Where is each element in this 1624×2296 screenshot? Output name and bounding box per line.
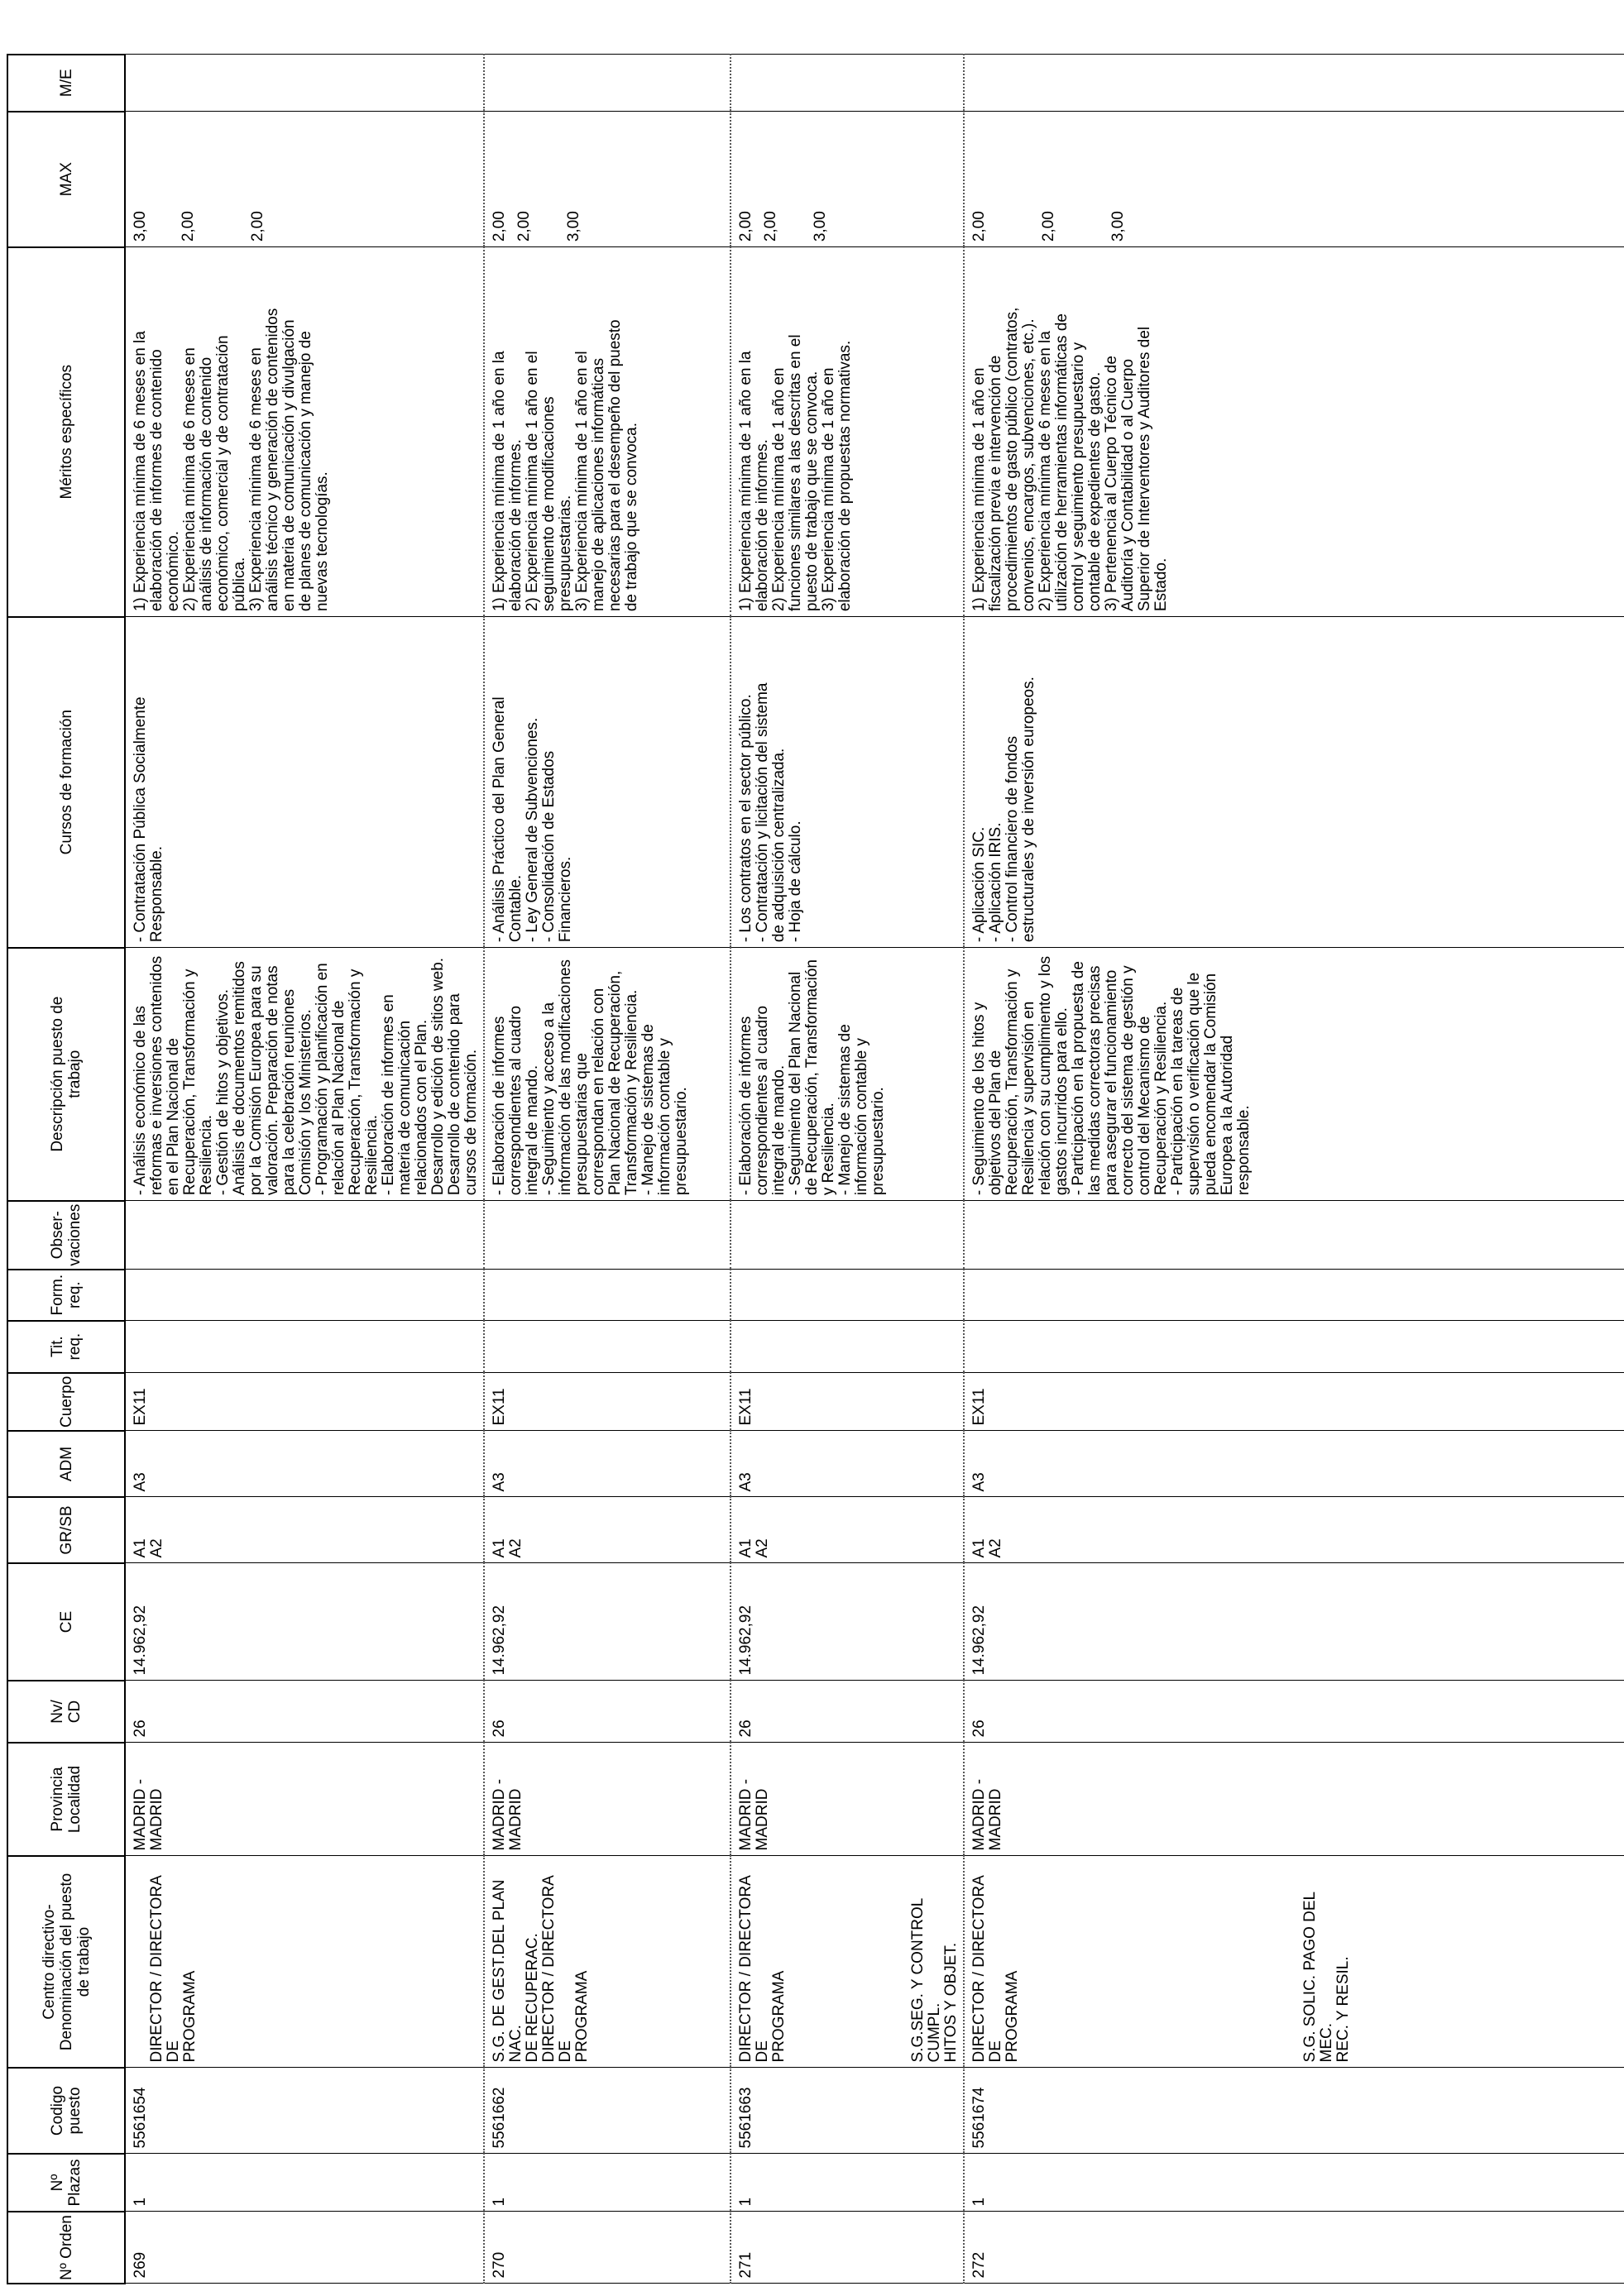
puesto-name: DIRECTOR / DIRECTORA DE PROGRAMA [970, 1876, 1021, 2063]
nivel-cell: 26 [731, 1681, 964, 1743]
merit-max-2: 2,00 [762, 211, 779, 242]
col-cuerpo-header: Cuerpo [7, 1373, 125, 1431]
centro-cell [964, 1856, 1624, 2068]
col-orden-header: Nº Orden [7, 2212, 125, 2284]
max-cell [964, 112, 1624, 247]
table-row [731, 55, 964, 2284]
ce-cell: 14.962,92 [125, 1563, 484, 1681]
observaciones-cell [731, 1201, 964, 1270]
plazas-cell: 1 [125, 2154, 484, 2212]
merit-max-2: 2,00 [1040, 211, 1057, 242]
merit-max-3: 3,00 [1109, 211, 1127, 242]
table-row [484, 55, 731, 2284]
col-adm-header: ADM [7, 1431, 125, 1497]
adm-cell: A3 [125, 1431, 484, 1497]
merit-max-3: 3,00 [812, 211, 829, 242]
titulacion-cell [964, 1321, 1624, 1373]
meritos-cell: 1) Experiencia mínima de 1 año en fiscalización previa e intervención de procedimientos de gasto público (contratos, convenios, encargos, subvenciones, etc.). 2) Experiencia mínima de 6 meses en la utilización de herramientas informáticas de control y seguimiento presupuestario y contable de expedientes de gasto. 3) Pertenencia al Cuerpo Técnico de Auditoría y Contabilidad o al Cuerpo Superior de Interventores y Auditores del Estado. [964, 247, 1624, 617]
merit-max-3: 2,00 [249, 211, 266, 242]
titulacion-cell [484, 1321, 731, 1373]
plazas-cell: 1 [484, 2154, 731, 2212]
subdireccion-name: S.G. DE GEST.DEL PLAN NAC. DE RECUPERAC. [491, 1879, 541, 2063]
col-grupo-header: GR/SB [7, 1497, 125, 1563]
table-row [964, 55, 1624, 2284]
max-cell [125, 112, 484, 247]
cuerpo-cell: EX11 [964, 1373, 1624, 1431]
merit-max-3: 3,00 [565, 211, 582, 242]
merit-max-2: 2,00 [515, 211, 533, 242]
positions-table [7, 54, 1624, 2284]
centro-cell [731, 1856, 964, 2068]
col-codigo-header: Codigo puesto [7, 2068, 125, 2154]
formacion-cell [731, 1270, 964, 1321]
descripcion-cell: - Seguimiento de los hitos y objetivos del Plan de Recuperación, Transformación y Resiliencia y supervisión en relación con su cumplimiento y los gastos incurridos para ello. - Participación en la propuesta de las medidas correctoras precisas para asegurar el funcionamiento correcto del sistema de gestión y control del Mecanismo de Recuperación y Resiliencia. - Participación en la tareas de supervisión o verificación que le pueda encomendar la Comisión Europea a la Autoridad responsable. [964, 948, 1624, 1201]
formacion-cell [964, 1270, 1624, 1321]
col-ce-header: CE [7, 1563, 125, 1681]
subdireccion-name: S.G.SEG. Y CONTROL CUMPL. HITOS Y OBJET. [909, 1898, 960, 2063]
col-centro-header: Centro directivo- Denominación del puesto de trabajo [7, 1856, 125, 2068]
col-nivel-header: Nv/ CD [7, 1681, 125, 1743]
me-cell [484, 55, 731, 112]
observaciones-cell [964, 1201, 1624, 1270]
adm-cell: A3 [964, 1431, 1624, 1497]
table-row [125, 55, 484, 2284]
me-cell [731, 55, 964, 112]
plazas-cell: 1 [731, 2154, 964, 2212]
centro-cell [125, 1856, 484, 2068]
col-plazas-header: Nº Plazas [7, 2154, 125, 2212]
cursos-cell: - Aplicación SIC. - Aplicación IRIS. - Control financiero de fondos estructurales y de inversión europeos. [964, 617, 1624, 948]
provincia-cell: MADRID - MADRID [731, 1743, 964, 1856]
puesto-name: DIRECTOR / DIRECTORA DE PROGRAMA [540, 1876, 591, 2063]
col-max-header: MAX [7, 112, 125, 247]
orden-cell: 272 [964, 2212, 1624, 2284]
ce-cell: 14.962,92 [731, 1563, 964, 1681]
titulacion-cell [731, 1321, 964, 1373]
descripcion-cell: - Análisis económico de las reformas e inversiones contenidos en el Plan Nacional de Recuperación, Transformación y Resiliencia. - Gestión de hitos y objetivos. Análisis de documentos remitidos por la Comisión Europea para su valoración. Preparación de notas para la celebración reuniones Comisión y los Ministerios. - Programación y planificación en relación al Plan Nacional de Recuperación, Transformación y Resiliencia. - Elaboración de informes en materia de comunicación relacionados con el Plan. Desarrollo y edición de sitios web. Desarrollo de contenido para cursos de formación. [125, 948, 484, 1201]
cuerpo-cell: EX11 [484, 1373, 731, 1431]
merit-max-1: 3,00 [132, 211, 149, 242]
header-row [7, 55, 125, 2284]
adm-cell: A3 [731, 1431, 964, 1497]
merit-max-1: 2,00 [491, 211, 508, 242]
col-formacion-header: Form. req. [7, 1270, 125, 1321]
codigo-cell: 5561674 [964, 2068, 1624, 2154]
grupo-cell: A1 A2 [964, 1497, 1624, 1563]
descripcion-cell: - Elaboración de informes correspondientes al cuadro integral de mando. - Seguimiento del Plan Nacional de Recuperación, Transformación y Resiliencia. - Manejo de sistemas de información contable y presupuestario. [731, 948, 964, 1201]
col-provincia-header: Provincia Localidad [7, 1743, 125, 1856]
max-cell [484, 112, 731, 247]
merit-max-1: 2,00 [737, 211, 755, 242]
orden-cell: 269 [125, 2212, 484, 2284]
meritos-cell: 1) Experiencia mínima de 6 meses en la elaboración de informes de contenido económico. 2) Experiencia mínima de 6 meses en análisis de información de contenido económico, comercial y de contratación pública. 3) Experiencia mínima de 6 meses en análisis técnico y generación de contenidos en materia de comunicación y divulgación de planes de comunicación y manejo de nuevas tecnologías. [125, 247, 484, 617]
observaciones-cell [484, 1201, 731, 1270]
max-cell [731, 112, 964, 247]
ce-cell: 14.962,92 [484, 1563, 731, 1681]
codigo-cell: 5561663 [731, 2068, 964, 2154]
me-cell [125, 55, 484, 112]
cursos-cell: - Contratación Pública Socialmente Responsable. [125, 617, 484, 948]
codigo-cell: 5561654 [125, 2068, 484, 2154]
formacion-cell [484, 1270, 731, 1321]
grupo-cell: A1 A2 [484, 1497, 731, 1563]
grupo-cell: A1 A2 [125, 1497, 484, 1563]
nivel-cell: 26 [484, 1681, 731, 1743]
col-meritos-header: Méritos específicos [7, 247, 125, 617]
nivel-cell: 26 [964, 1681, 1624, 1743]
provincia-cell: MADRID - MADRID [484, 1743, 731, 1856]
meritos-cell: 1) Experiencia mínima de 1 año en la elaboración de informes. 2) Experiencia mínima de 1 año en el seguimiento de modificaciones presupuestarias. 3) Experiencia mínima de 1 año en el manejo de aplicaciones informáticas necesarias para el desempeño del puesto de trabajo que se convoca. [484, 247, 731, 617]
grupo-cell: A1 A2 [731, 1497, 964, 1563]
formacion-cell [125, 1270, 484, 1321]
meritos-cell: 1) Experiencia mínima de 1 año en la elaboración de informes. 2) Experiencia mínima de 1 año en funciones similares a las descritas en el puesto de trabajo que se convoca. 3) Experiencia mínima de 1 año en elaboración de propuestas normativas. [731, 247, 964, 617]
puesto-name: DIRECTOR / DIRECTORA DE PROGRAMA [148, 1876, 199, 2063]
col-descripcion-header: Descripción puesto de trabajo [7, 948, 125, 1201]
subdireccion-name: S.G. SOLIC. PAGO DEL MEC. REC. Y RESIL. [1301, 1892, 1352, 2063]
provincia-cell: MADRID - MADRID [964, 1743, 1624, 1856]
observaciones-cell [125, 1201, 484, 1270]
col-observaciones-header: Obser- vaciones [7, 1201, 125, 1270]
me-cell [964, 55, 1624, 112]
plazas-cell: 1 [964, 2154, 1624, 2212]
cursos-cell: - Los contratos en el sector público. - Contratación y licitación del sistema de adquisición centralizada. - Hoja de cálculo. [731, 617, 964, 948]
centro-cell [484, 1856, 731, 2068]
ce-cell: 14.962,92 [964, 1563, 1624, 1681]
cuerpo-cell: EX11 [125, 1373, 484, 1431]
orden-cell: 271 [731, 2212, 964, 2284]
merit-max-2: 2,00 [180, 211, 197, 242]
titulacion-cell [125, 1321, 484, 1373]
col-titulacion-header: Tit. req. [7, 1321, 125, 1373]
col-cursos-header: Cursos de formación [7, 617, 125, 948]
cuerpo-cell: EX11 [731, 1373, 964, 1431]
descripcion-cell: - Elaboración de informes correspondientes al cuadro integral de mando. - Seguimiento y acceso a la información de las modificaciones presupuestarias que correspondan en relación con Plan Nacional de Recuperación, Transformación y Resiliencia. - Manejo de sistemas de información contable y presupuestario. [484, 948, 731, 1201]
orden-cell: 270 [484, 2212, 731, 2284]
codigo-cell: 5561662 [484, 2068, 731, 2154]
cursos-cell: - Análisis Práctico del Plan General Contable. - Ley General de Subvenciones. - Consolidación de Estados Financieros. [484, 617, 731, 948]
adm-cell: A3 [484, 1431, 731, 1497]
provincia-cell: MADRID - MADRID [125, 1743, 484, 1856]
puesto-name: DIRECTOR / DIRECTORA DE PROGRAMA [737, 1876, 788, 2063]
nivel-cell: 26 [125, 1681, 484, 1743]
merit-max-1: 2,00 [970, 211, 988, 242]
col-me-header: M/E [7, 55, 125, 112]
